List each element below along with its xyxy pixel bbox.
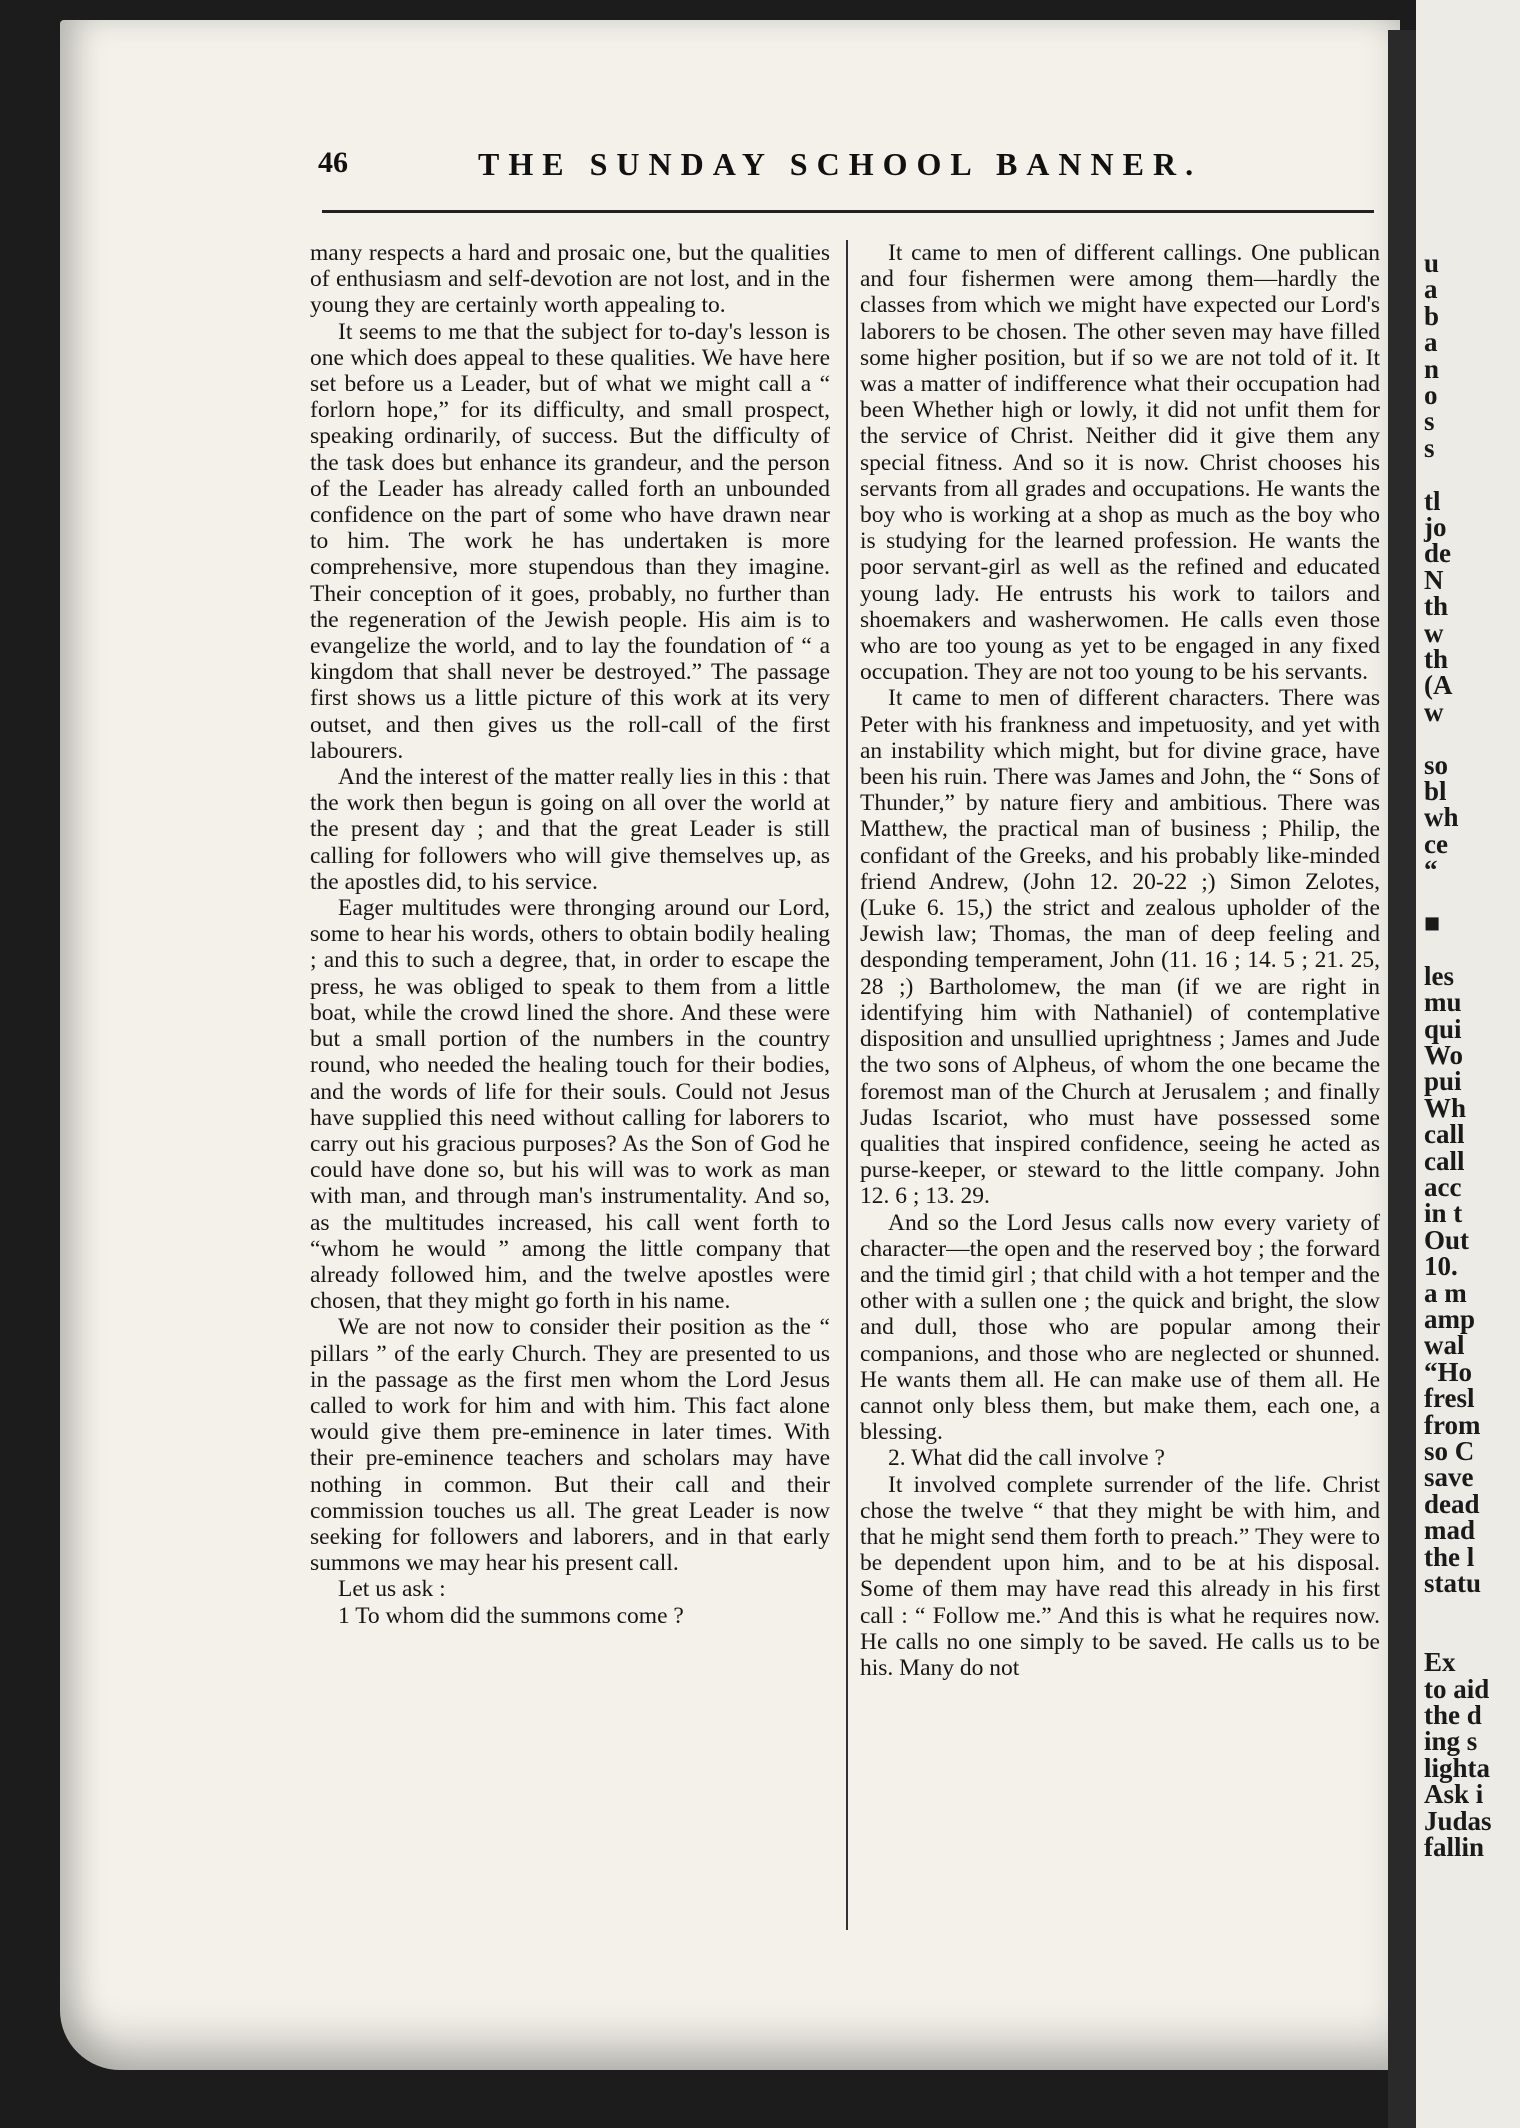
next-page-fragment: les	[1424, 960, 1454, 991]
next-page-fragment: th	[1424, 591, 1449, 622]
header-rule	[322, 210, 1374, 213]
next-page-fragment: to aid	[1424, 1673, 1490, 1704]
next-page-fragment: b	[1424, 300, 1440, 331]
paragraph: It came to men of different callings. One publican and four fishermen were among them—hardly the classes from which we might have expected our Lord's laborers to be chosen. The other seven may have filled some higher position, but if so we are not told of it. It was a matter of indifference what their occupation had been Whether high or lowly, it did not unfit them for the service of Christ. Neither did it give them any special fitness. And so it is now. Christ chooses his servants from all grades and occupations. He wants the boy who is working at a shop as much as the boy who is studying for the learned profession. He wants the poor servant-girl as well as the refined and educated young lady. He entrusts his work to tailors and shoemakers and washerwomen. He calls even those who are too young as yet to be engaged in any fixed occupation. They are not too young to be his servants.	[860, 240, 1380, 686]
next-page-fragment: a	[1424, 327, 1438, 358]
paragraph: many respects a hard and prosaic one, but the qualities of enthusiasm and self-devotion are not lost, and in the young they are certainly worth appealing to.	[310, 240, 830, 319]
next-page-fragment: w	[1424, 696, 1444, 727]
paragraph: It seems to me that the subject for to-day's lesson is one which does appeal to these qualities. We have here set before us a Leader, but of what we might call a “ forlorn hope,” for its difficulty, and small prospect, speaking ordinarily, of success. But the difficulty of the task does but enhance its grandeur, and the person of the Leader has already called forth an unbounded confidence on the part of some who have drawn near to him. The work he has undertaken is more comprehensive, more stupendous than they imagine. Their conception of it goes, probably, no further than the regeneration of the Jewish people. His aim is to evangelize the world, and to lay the foundation of “ a kingdom that shall never be destroyed.” The passage first shows us a little picture of this work at its very outset, and then gives us the roll-call of the first labourers.	[310, 318, 830, 764]
next-page-fragment: wh	[1424, 802, 1459, 833]
paragraph: And the interest of the matter really lies in this : that the work then begun is going on all over the world at the present day ; and that the great Leader is still calling for followers who will give themselves up, as the apostles did, to his service.	[310, 764, 830, 895]
next-page-fragment: Ask i	[1424, 1779, 1484, 1810]
next-page-fragment: in t	[1424, 1198, 1463, 1229]
next-page-fragment: a	[1424, 274, 1438, 305]
next-page-fragment: w	[1424, 617, 1444, 648]
next-page-fragment: statu	[1424, 1568, 1482, 1598]
next-page-fragment: Ex	[1424, 1647, 1456, 1678]
next-page-fragment: a m	[1424, 1277, 1467, 1308]
next-page-fragment: call	[1424, 1145, 1465, 1176]
page-header	[318, 146, 1378, 194]
paragraph: And so the Lord Jesus calls now every variety of character—the open and the reserved boy ; the forward and the timid girl ; that child with a hot temper and the other with a sullen one ; the quick and bright, the slow and dull, those who are popular among their companions, and those who are neglected or shunned. He wants them all. He can make use of them all. He cannot only bless them, but make them, each one, a blessing.	[860, 1209, 1380, 1446]
next-page-fragment: acc	[1424, 1172, 1462, 1202]
next-page-fragment: s	[1424, 432, 1435, 463]
right-column	[860, 240, 1380, 1681]
next-page-fragment: dead	[1424, 1488, 1480, 1519]
next-page-fragment: u	[1424, 248, 1440, 278]
next-page-fragment: so	[1424, 749, 1449, 780]
running-title: THE SUNDAY SCHOOL BANNER.	[478, 146, 1203, 182]
next-page-fragment: the d	[1424, 1700, 1482, 1730]
next-page-fragment: th	[1424, 644, 1449, 674]
paragraph: It came to men of different characters. There was Peter with his frankness and impetuosity, and yet with an instability which might, but for divine grace, have been his ruin. There was James and John, the “ Sons of Thunder,” by nature fiery and ambitious. There was Matthew, the practical man of business ; Philip, the confidant of the Greeks, and his probably like-minded friend Andrew, (John 12. 20-22 ;) Simon Zelotes, (Luke 6. 15,) the strict and zealous upholder of the Jewish law; Thomas, the man of deep feeling and desponding temperament, John (11. 16 ; 14. 5 ; 21. 25, 28 ;) Bartholomew, the man (if we are right in identifying him with Nathaniel) of contemplative disposition and unsullied uprightness ; James and Jude the two sons of Alpheus, of whom the one became the foremost man of the Church at Jerusalem ; and finally Judas Iscariot, who must have possessed some qualities that inspired confidence, seeing he acted as purse-keeper, or steward to the little company. John 12. 6 ; 13. 29.	[860, 685, 1380, 1210]
next-page-fragment: 10.	[1424, 1251, 1458, 1282]
next-page-fragment: Wh	[1424, 1092, 1467, 1123]
next-page-fragment: s	[1424, 406, 1435, 437]
next-page-fragment: mu	[1424, 987, 1462, 1018]
next-page-fragment: “	[1424, 855, 1438, 886]
question-heading: 1 To whom did the summons come ?	[338, 1602, 684, 1629]
next-page-fragment: from	[1424, 1409, 1481, 1440]
next-page-fragment: n	[1424, 353, 1440, 384]
next-page-fragment: qui	[1424, 1013, 1462, 1044]
next-page-edge	[1416, 0, 1520, 2128]
next-page-fragment: lighta	[1424, 1752, 1491, 1783]
page-number: 46	[318, 146, 348, 179]
next-page-fragment: call	[1424, 1119, 1465, 1150]
next-page-fragment: bl	[1424, 776, 1447, 806]
next-page-fragment: the l	[1424, 1541, 1475, 1572]
column-divider	[846, 240, 848, 1930]
next-page-fragment: ing s	[1424, 1726, 1478, 1757]
next-page-fragment: tl	[1424, 485, 1441, 516]
book-gutter	[1388, 30, 1416, 2128]
next-page-fragment: save	[1424, 1462, 1474, 1493]
next-page-fragment: (A	[1424, 670, 1453, 701]
next-page-fragment: amp	[1424, 1304, 1476, 1334]
next-page-fragment: “Ho	[1424, 1356, 1473, 1387]
next-page-fragment: o	[1424, 380, 1438, 410]
paragraph: Eager multitudes were thronging around our Lord, some to hear his words, others to obtain bodily healing ; and this to such a degree, that, in order to escape the press, he was obliged to speak to them from a little boat, while the crowd lined the shore. And these were but a small portion of the numbers in the country round, who needed the healing touch for their bodies, and the words of life for their souls. Could not Jesus have supplied this need without calling for laborers to carry out his gracious purposes? As the Son of God he could have done so, but his will was to work as man with man, and through man's instrumentality. And so, as the multitudes increased, his call went forth to “whom he would ” among the little company that already followed him, and the twelve apostles were chosen, that they might go forth in his name.	[310, 895, 830, 1315]
next-page-fragment: Wo	[1424, 1040, 1464, 1070]
next-page-fragment: jo	[1424, 512, 1447, 542]
next-page-fragment: ce	[1424, 828, 1448, 859]
next-page-fragment: so C	[1424, 1436, 1475, 1466]
next-page-fragment: fallin	[1424, 1832, 1485, 1862]
next-page-fragment: Out	[1424, 1224, 1470, 1255]
paragraph: We are not now to consider their position as the “ pillars ” of the early Church. They are presented to us in the passage as the first men whom the Lord Jesus called to work for him and with him. This fact alone would give them pre-eminence in later times. With their pre-eminence teachers and scholars may have nothing in common. But their call and their commission touches us all. The great Leader is now seeking for followers and laborers, and in that early summons we may hear his present call.	[310, 1314, 830, 1577]
left-column	[310, 240, 830, 1629]
next-page-fragment: N	[1424, 564, 1444, 595]
next-page-fragment: fresl	[1424, 1383, 1475, 1414]
next-page-fragment: ■	[1424, 908, 1441, 938]
next-page-fragment: wal	[1424, 1330, 1465, 1361]
question-heading: 2. What did the call involve ?	[888, 1445, 1165, 1472]
paragraph: It involved complete surrender of the life. Christ chose the twelve “ that they might be with him, and that he might send them forth to preach.” They were to be dependent upon him, and to be at his disposal. Some of them may have read this already in his first call : “ Follow me.” And this is what he requires now. He calls no one simply to be saved. He calls us to be his. Many do not	[860, 1471, 1380, 1681]
next-page-fragment: Judas	[1424, 1805, 1492, 1836]
next-page-fragment: mad	[1424, 1515, 1476, 1546]
next-page-fragment: pui	[1424, 1066, 1462, 1097]
next-page-fragment: de	[1424, 538, 1451, 569]
paragraph: Let us ask :	[338, 1576, 446, 1603]
